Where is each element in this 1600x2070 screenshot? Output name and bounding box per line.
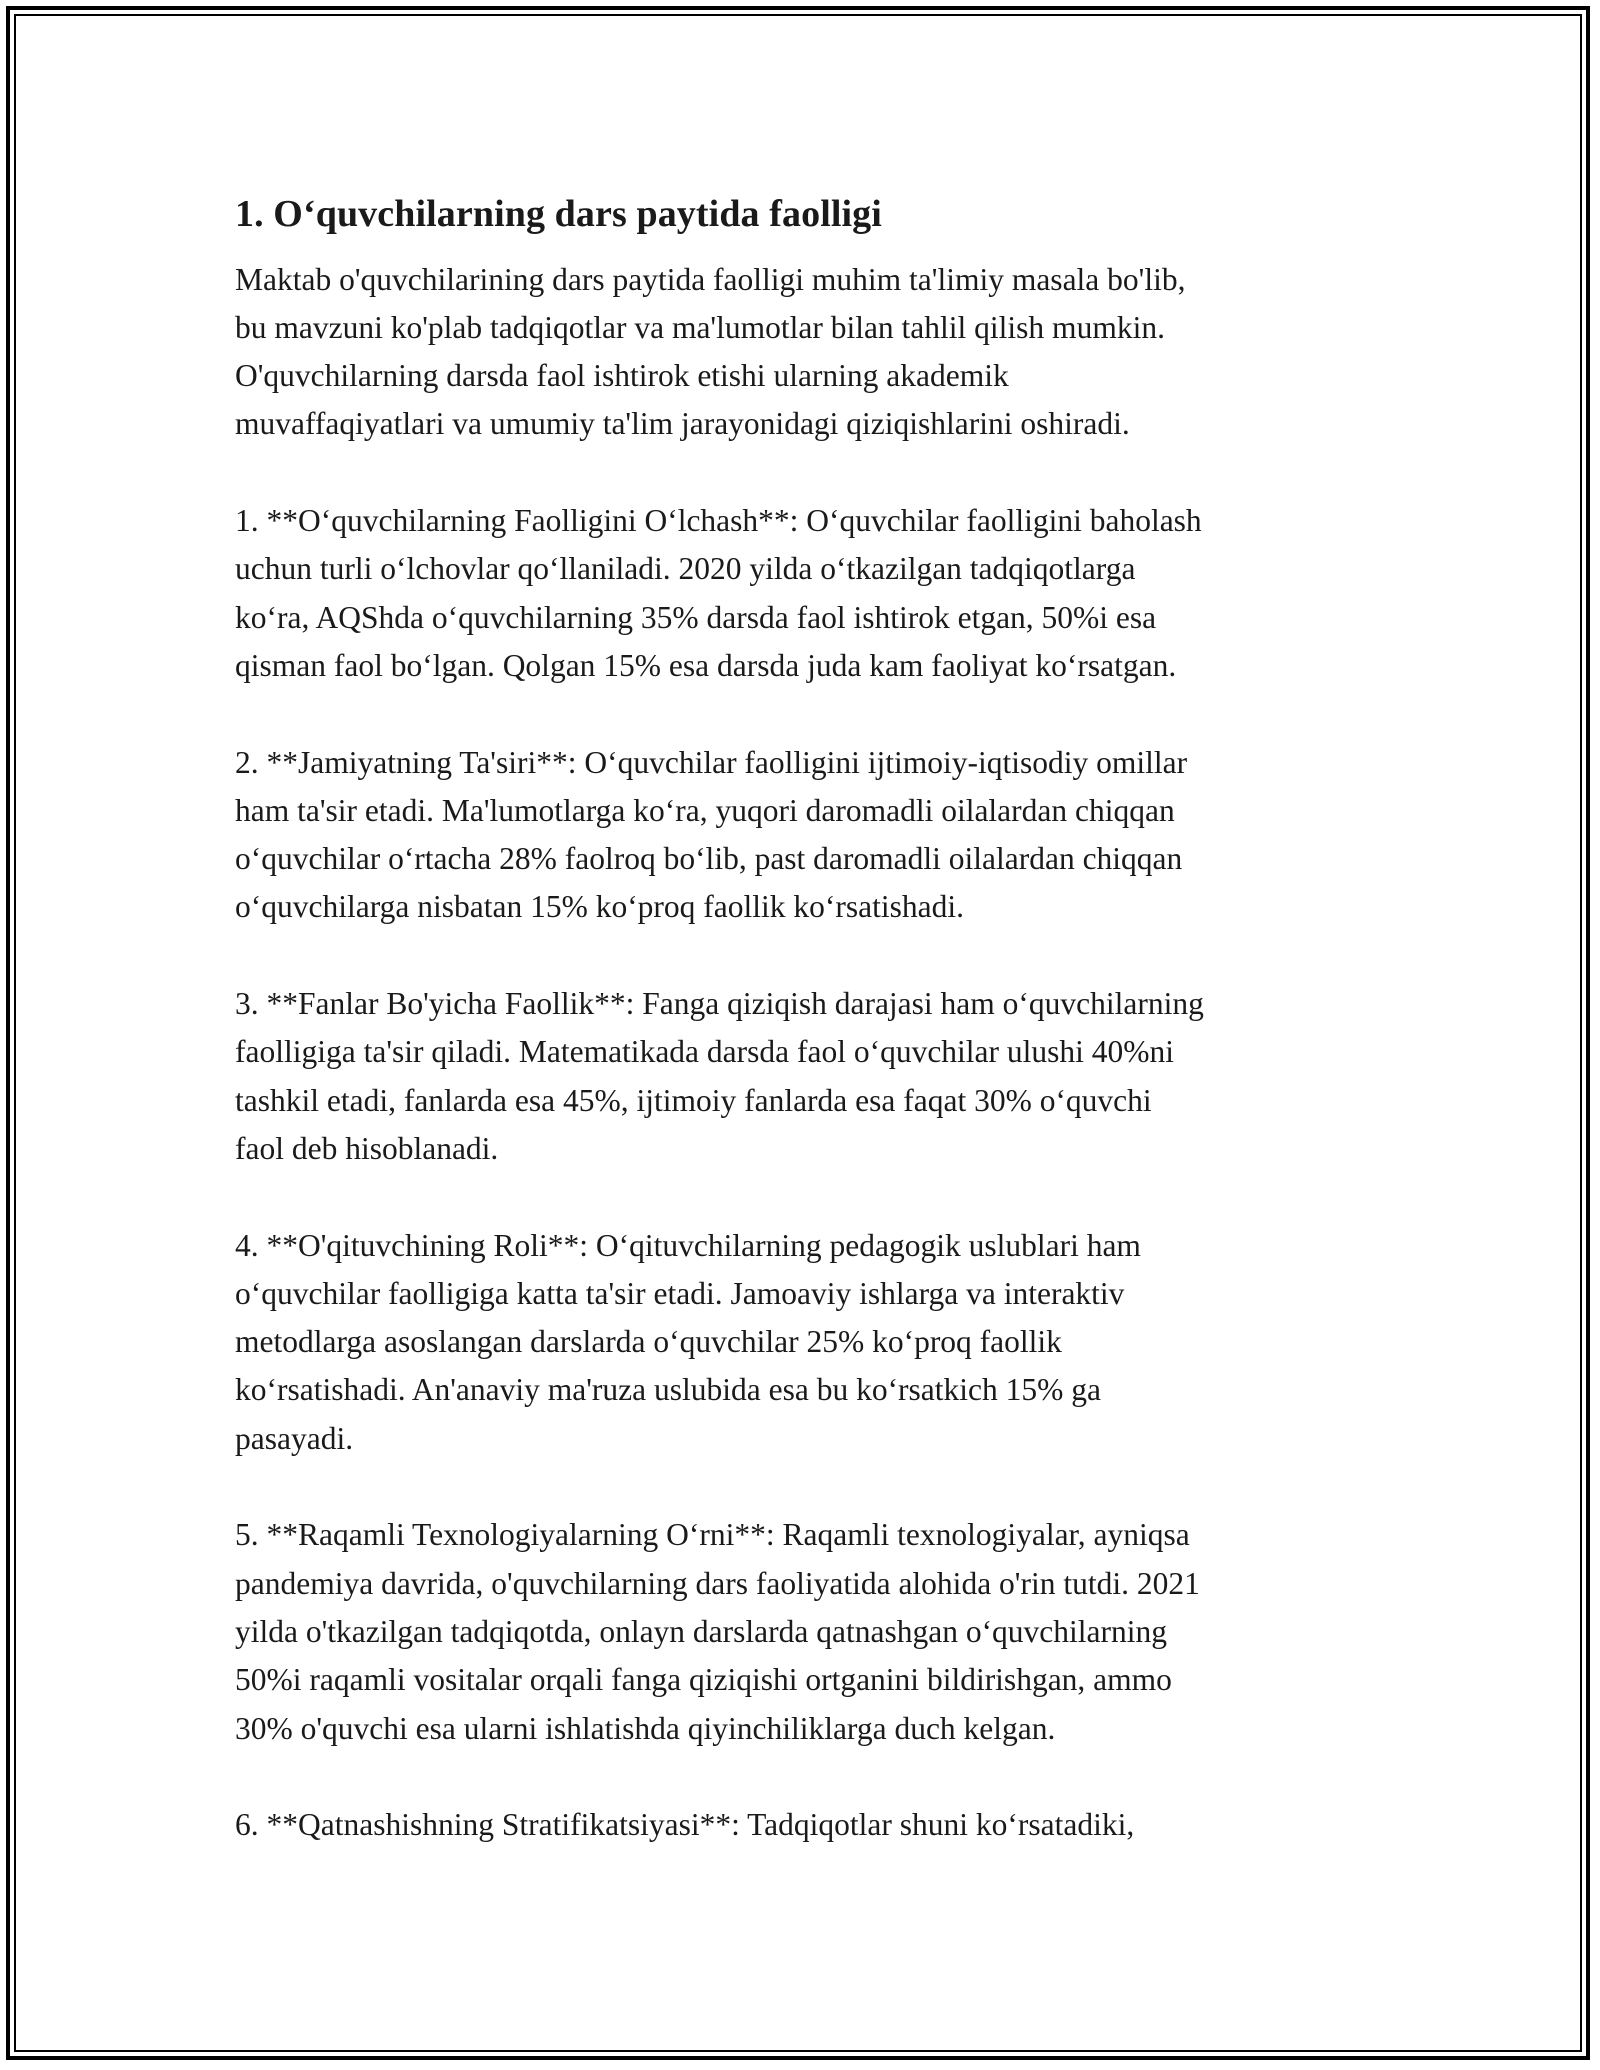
text-line: o‘quvchilar faolligiga katta ta'sir etadi. Jamoaviy ishlarga va interaktiv [235, 1275, 1125, 1311]
text-line: tashkil etadi, fanlarda esa 45%, ijtimoiy fanlarda esa faqat 30% o‘quvchi [235, 1082, 1152, 1118]
text-line: muvaffaqiyatlari va umumiy ta'lim jarayonidagi qiziqishlarini oshiradi. [235, 406, 1130, 442]
text-line: 5. **Raqamli Texnologiyalarning O‘rni**: Raqamli texnologiyalar, ayniqsa [235, 1517, 1190, 1553]
text-line: 6. **Qatnashishning Stratifikatsiyasi**: Tadqiqotlar shuni ko‘rsatadiki, [235, 1807, 1135, 1843]
text-line: ko‘rsatishadi. An'anaviy ma'ruza uslubida esa bu ko‘rsatkich 15% ga [235, 1372, 1101, 1408]
text-line: 3. **Fanlar Bo'yicha Faollik**: Fanga qiziqish darajasi ham o‘quvchilarning [235, 986, 1204, 1022]
text-line: yilda o'tkazilgan tadqiqotda, onlayn darslarda qatnashgan o‘quvchilarning [235, 1613, 1168, 1649]
text-line: O'quvchilarning darsda faol ishtirok etishi ularning akademik [235, 358, 1009, 394]
document-body [235, 180, 1375, 1849]
text-line: metodlarga asoslangan darslarda o‘quvchilar 25% ko‘proq faollik [235, 1324, 1062, 1360]
text-line: o‘quvchilar o‘rtacha 28% faolroq bo‘lib, past daromadli oilalardan chiqqan [235, 841, 1183, 877]
text-line: pasayadi. [235, 1420, 354, 1456]
text-line: faolligiga ta'sir qiladi. Matematikada darsda faol o‘quvchilar ulushi 40%ni [235, 1034, 1175, 1070]
text-line: o‘quvchilarga nisbatan 15% ko‘proq faollik ko‘rsatishadi. [235, 889, 964, 925]
paragraph [235, 1511, 1375, 1752]
text-line: 30% o'quvchi esa ularni ishlatishda qiyinchiliklarga duch kelgan. [235, 1710, 1056, 1746]
text-line: qisman faol bo‘lgan. Qolgan 15% esa darsda juda kam faoliyat ko‘rsatgan. [235, 647, 1177, 683]
text-line: pandemiya davrida, o'quvchilarning dars faoliyatida alohida o'rin tutdi. 2021 [235, 1565, 1200, 1601]
paragraph-list [235, 256, 1375, 1850]
paragraph [235, 1222, 1375, 1463]
text-line: Maktab o'quvchilarining dars paytida faolligi muhim ta'limiy masala bo'lib, [235, 261, 1186, 297]
text-line: faol deb hisoblanadi. [235, 1130, 499, 1166]
text-line: ham ta'sir etadi. Ma'lumotlarga ko‘ra, yuqori daromadli oilalardan chiqqan [235, 792, 1175, 828]
page-title: 1. O‘quvchilarning dars paytida faolligi [235, 193, 882, 235]
text-line: ko‘ra, AQShda o‘quvchilarning 35% darsda faol ishtirok etgan, 50%i esa [235, 599, 1157, 635]
text-line: 1. **O‘quvchilarning Faolligini O‘lchash**: O‘quvchilar faolligini baholash [235, 503, 1202, 539]
text-line: 4. **O'qituvchining Roli**: O‘qituvchilarning pedagogik uslublari ham [235, 1227, 1141, 1263]
paragraph [235, 497, 1375, 690]
text-line: 2. **Jamiyatning Ta'siri**: O‘quvchilar faolligini ijtimoiy-iqtisodiy omillar [235, 744, 1188, 780]
text-line: uchun turli o‘lchovlar qo‘llaniladi. 2020 yilda o‘tkazilgan tadqiqotlarga [235, 551, 1136, 587]
paragraph [235, 739, 1375, 932]
paragraph [235, 256, 1375, 449]
paragraph [235, 980, 1375, 1173]
text-line: bu mavzuni ko'plab tadqiqotlar va ma'lumotlar bilan tahlil qilish mumkin. [235, 309, 1165, 345]
paragraph [235, 1801, 1375, 1849]
text-line: 50%i raqamli vositalar orqali fanga qiziqishi ortganini bildirishgan, ammo [235, 1662, 1172, 1698]
